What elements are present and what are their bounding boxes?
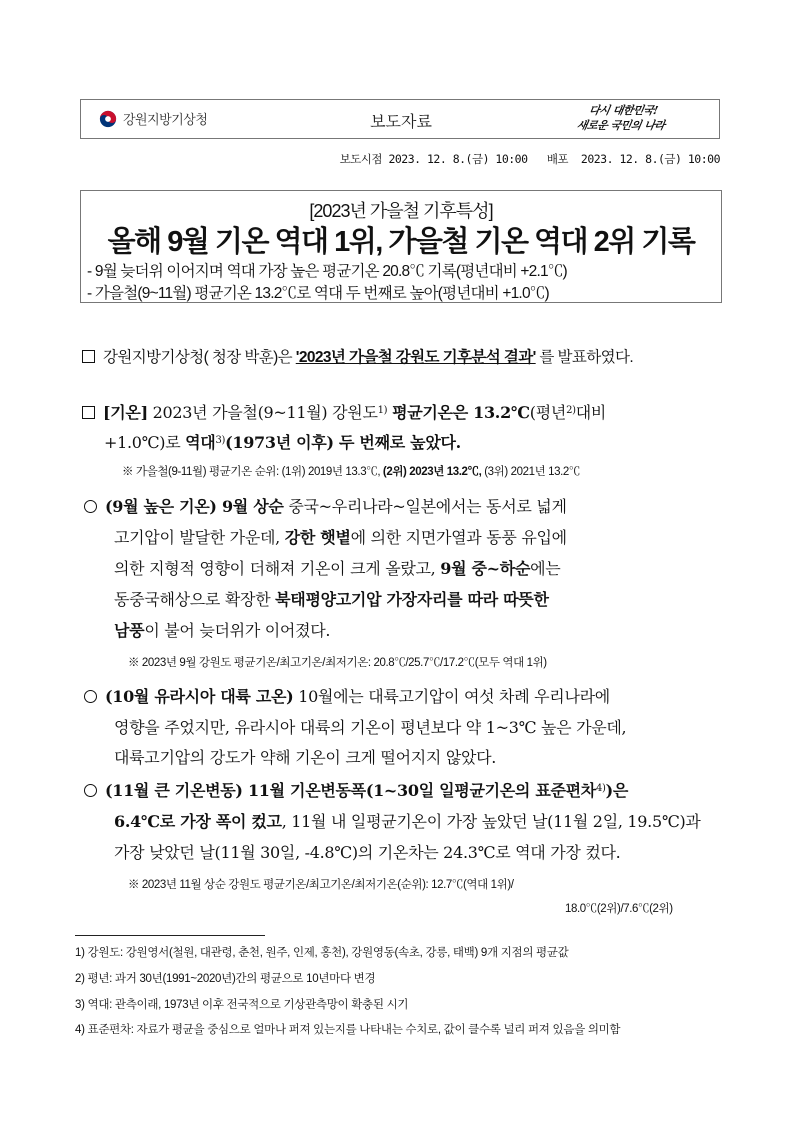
document-type: 보도자료 [370, 112, 432, 131]
title-box [80, 190, 722, 303]
footnote-1: 1) 강원도: 강원영서(철원, 대관령, 춘천, 원주, 인제, 홍천), 강원영동(속초, 강릉, 태백) 9개 지점의 평균값 [75, 947, 569, 959]
october-line-3: 대륙고기압의 강도가 약해 기온이 크게 떨어지지 않았다. [114, 748, 497, 767]
embargo-label: 보도시점 [339, 152, 383, 166]
embargo-value: 2023. 12. 8.(금) 10:00 [388, 152, 528, 166]
footnote-3: 3) 역대: 관측이래, 1973년 이후 전국적으로 기상관측망이 확충된 시기 [75, 999, 409, 1011]
slogan-line-1: 다시 대한민국! [587, 104, 659, 117]
distribution-label: 배포 [546, 152, 569, 166]
footnote-separator [75, 935, 265, 936]
september-line-5: 남풍이 불어 늦더위가 이어졌다. [114, 621, 331, 640]
footnote-2: 2) 평년: 과거 30년(1991~2020년)간의 평균으로 10년마다 변경 [75, 973, 376, 985]
footnote-ref[interactable]: 1) [377, 405, 388, 416]
agency-name: 강원지방기상청 [123, 113, 208, 128]
footnote-ref[interactable]: 2) [566, 405, 576, 416]
september-note: ※ 2023년 9월 강원도 평균기온/최고기온/최저기온: 20.8℃/25.7℃/17.2℃(모두 역대 1위) [128, 657, 547, 669]
subtitle: [2023년 가을철 기후특성] [309, 201, 493, 221]
slogan-line-2: 새로운 국민의 나라 [575, 119, 666, 132]
slogan [544, 103, 699, 133]
intro-paragraph: 강원지방기상청( 청장 박훈)은 '2023년 가을철 강원도 기후분석 결과' 를 발표하였다. [82, 345, 633, 367]
square-bullet-icon [82, 406, 95, 419]
footnote-ref[interactable]: 4) [595, 783, 606, 794]
circle-bullet-icon [84, 784, 97, 797]
circle-bullet-icon [84, 690, 97, 703]
release-info [340, 151, 720, 167]
circle-bullet-icon [84, 500, 97, 513]
september-line-4: 동중국해상으로 확장한 북태평양고기압 가장자리를 따라 따뜻한 [114, 590, 549, 609]
november-note-line-2: 18.0℃(2위)/7.6℃(2위) [565, 903, 673, 915]
header-box [80, 99, 720, 139]
page-title: 올해 9월 기온 역대 1위, 가을철 기온 역대 2위 기록 [107, 226, 695, 258]
report-title: '2023년 가을철 강원도 기후분석 결과' [295, 349, 536, 366]
footnote-4: 4) 표준편차: 자료가 평균을 중심으로 얼마나 퍼져 있는지를 나타내는 수치로, 값이 클수록 널리 퍼져 있음을 의미함 [75, 1024, 621, 1036]
summary-line: - 9월 늦더위 이어지며 역대 가장 높은 평균기온 20.8℃ 기록(평년대비 +2.1℃) [87, 263, 567, 280]
september-line-3: 의한 지형적 영향이 더해져 기온이 크게 올랐고, 9월 중~하순에는 [114, 559, 561, 578]
temperature-note: ※ 가을철(9-11월) 평균기온 순위: (1위) 2019년 13.3℃, (2위) 2023년 13.2℃, (3위) 2021년 13.2℃ [122, 466, 580, 478]
november-line-3: 가장 낮았던 날(11월 30일, -4.8℃)의 기온차는 24.3℃로 역대 가장 컸다. [114, 843, 621, 862]
november-line-2: 6.4℃로 가장 폭이 컸고, 11월 내 일평균기온이 가장 높았던 날(11월 2일, 19.5℃)과 [114, 812, 701, 831]
november-note-line-1: ※ 2023년 11월 상순 강원도 평균기온/최고기온/최저기온(순위): 12.7℃(역대 1위)/ [128, 879, 514, 891]
temperature-paragraph-line-2: +1.0℃)로 역대$^{3)}$(1973년 이후) 두 번째로 높았다. [104, 433, 461, 452]
distribution-value: 2023. 12. 8.(금) 10:00 [580, 152, 720, 166]
october-line-2: 영향을 주었지만, 유라시아 대륙의 기온이 평년보다 약 1~3℃ 높은 가운데, [114, 718, 627, 737]
square-bullet-icon [82, 350, 95, 363]
november-line-1: (11월 큰 기온변동) 11월 기온변동폭(1~30일 일평균기온의 표준편차$^{4)}$)은 [84, 778, 628, 801]
temperature-paragraph-line-1: [기온] 2023년 가을철(9~11월) 강원도$^{1)}$ 평균기온은 13.2℃(평년$^{2)}$대비 [82, 400, 606, 423]
footnote-ref[interactable]: 3) [215, 435, 226, 446]
october-line-1: (10월 유라시아 대륙 고온) 10월에는 대륙고기압이 여섯 차례 우리나라에 [84, 684, 610, 707]
september-line-2: 고기압이 발달한 가운데, 강한 햇볕에 의한 지면가열과 동풍 유입에 [114, 528, 567, 547]
september-line-1: (9월 높은 기온) 9월 상순 중국~우리나라~일본에서는 동서로 넓게 [84, 494, 567, 517]
summary-line: - 가을철(9~11월) 평균기온 13.2℃로 역대 두 번째로 높아(평년대비 +1.0℃) [87, 285, 549, 302]
